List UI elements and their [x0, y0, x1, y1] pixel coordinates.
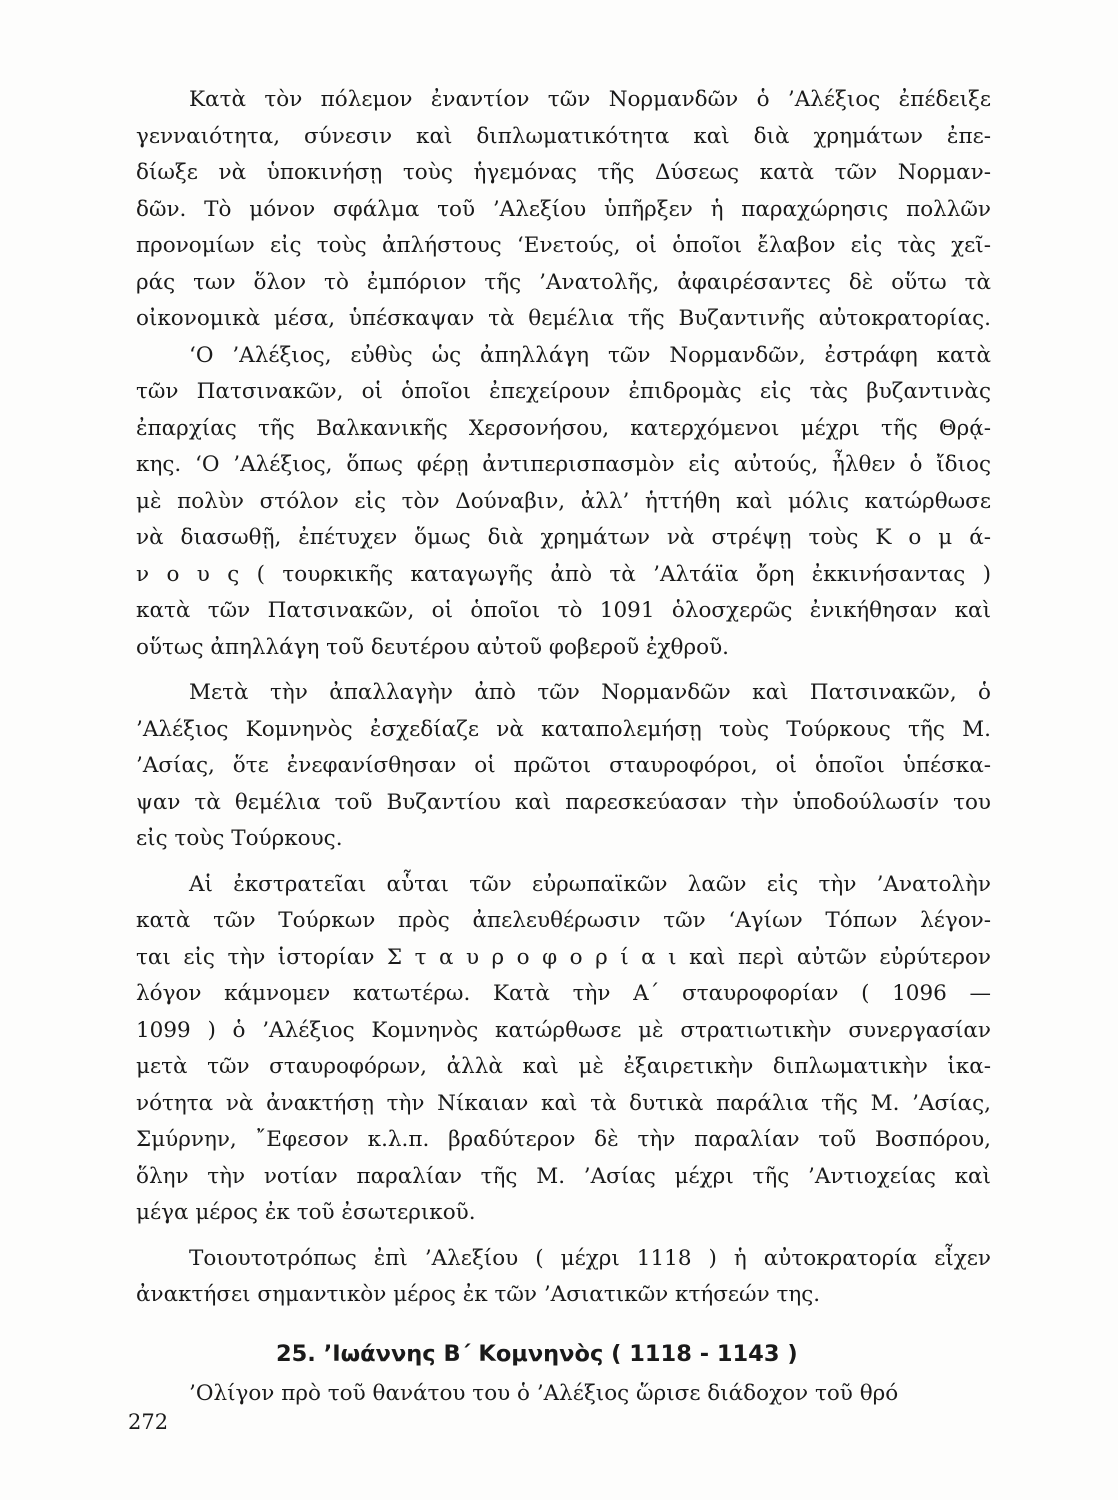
text-line: Κατὰ τὸν πόλεμον ἐναντίον τῶν Νορμανδῶν ὁ ’Αλέξιος ἐπέδειξε: [189, 87, 991, 112]
text-line: προνομίων εἰς τοὺς ἀπλήστους ‘Ενετούς, οἱ ὁποῖοι ἔλαβον εἰς τὰς χεῖ-: [136, 233, 991, 258]
section-heading: 25. ’Ιωάννης Β΄ Κομνηνὸς ( 1118 - 1143 ): [276, 1340, 798, 1367]
text-line: 1099 ) ὁ ’Αλέξιος Κομνηνὸς κατώρθωσε μὲ στρατιωτικὴν συνεργασίαν: [136, 1017, 991, 1043]
text-line: μετὰ τῶν σταυροφόρων, ἀλλὰ καὶ μὲ ἐξαιρετικὴν διπλωματικὴν ἱκα-: [136, 1054, 991, 1079]
text-line: κατὰ τῶν Πατσινακῶν, οἱ ὁποῖοι τὸ 1091 ὁλοσχερῶς ἐνικήθησαν καὶ: [136, 598, 991, 623]
text-line: ‘Ο ’Αλέξιος, εὐθὺς ὡς ἀπηλλάγη τῶν Νορμανδῶν, ἐστράφη κατὰ: [189, 342, 991, 368]
text-line: ψαν τὰ θεμέλια τοῦ Βυζαντίου καὶ παρεσκεύασαν τὴν ὑποδούλωσίν του: [136, 789, 991, 815]
text-line: εἰς τοὺς Τούρκους.: [136, 826, 343, 851]
text-line: ράς των ὅλον τὸ ἐμπόριον τῆς ’Ανατολῆς, ἀφαιρέσαντες δὲ οὕτω τὰ: [136, 269, 991, 295]
text-line: Μετὰ τὴν ἀπαλλαγὴν ἀπὸ τῶν Νορμανδῶν καὶ Πατσινακῶν, ὁ: [189, 680, 991, 705]
text-line: ἐπαρχίας τῆς Βαλκανικῆς Χερσονήσου, κατερχόμενοι μέχρι τῆς Θρᾴ-: [136, 415, 991, 441]
text-line: Σμύρνην, ῎Εφεσον κ.λ.π. βραδύτερον δὲ τὴν παραλίαν τοῦ Βοσπόρου,: [136, 1127, 991, 1152]
text-line: Τοιουτοτρόπως ἐπὶ ’Αλεξίου ( μέχρι 1118 ) ἡ αὐτοκρατορία εἶχεν: [189, 1245, 991, 1271]
text-line: νότητα νὰ ἀνακτήσῃ τὴν Νίκαιαν καὶ τὰ δυτικὰ παράλια τῆς Μ. ’Ασίας,: [136, 1090, 991, 1116]
closing-line: ’Ολίγον πρὸ τοῦ θανάτου του ὁ ’Αλέξιος ὥρισε διάδοχον τοῦ θρό: [189, 1380, 899, 1406]
text-line: μὲ πολὺν στόλον εἰς τὸν Δούναβιν, ἀλλ’ ἡττήθη καὶ μόλις κατώρθωσε: [136, 488, 991, 514]
text-line: ν ο υ ς ( τουρκικῆς καταγωγῆς ἀπὸ τὰ ’Αλτάϊα ὄρη ἐκκινήσαντας ): [136, 561, 991, 587]
page-number: 272: [128, 1410, 169, 1434]
paragraph-2: [136, 675, 991, 858]
text-line: γενναιότητα, σύνεσιν καὶ διπλωματικότητα καὶ διὰ χρημάτων ἐπε-: [136, 123, 991, 149]
text-line: δίωξε νὰ ὑποκινήσῃ τοὺς ἡγεμόνας τῆς Δύσεως κατὰ τῶν Νορμαν-: [136, 160, 991, 185]
text-line: οὕτως ἀπηλλάγη τοῦ δευτέρου αὐτοῦ φοβεροῦ ἐχθροῦ.: [136, 634, 729, 660]
paragraph-1: [136, 82, 991, 666]
text-line: δῶν. Τὸ μόνον σφάλμα τοῦ ’Αλεξίου ὑπῆρξεν ἡ παραχώρησις πολλῶν: [136, 196, 991, 222]
text-line: ὅλην τὴν νοτίαν παραλίαν τῆς Μ. ’Ασίας μέχρι τῆς ’Αντιοχείας καὶ: [136, 1163, 991, 1189]
text-line: τῶν Πατσινακῶν, οἱ ὁποῖοι ἐπεχείρουν ἐπιδρομὰς εἰς τὰς βυζαντινὰς: [136, 379, 991, 404]
text-line: κατὰ τῶν Τούρκων πρὸς ἀπελευθέρωσιν τῶν ‘Αγίων Τόπων λέγον-: [136, 908, 991, 933]
text-line: ’Αλέξιος Κομνηνὸς ἐσχεδίαζε νὰ καταπολεμήσῃ τοὺς Τούρκους τῆς Μ.: [136, 716, 991, 742]
text-line: Αἱ ἐκστρατεῖαι αὗται τῶν εὐρωπαϊκῶν λαῶν εἰς τὴν ’Ανατολὴν: [189, 871, 991, 897]
paragraph-3: [136, 867, 991, 1232]
text-line: οἰκονομικὰ μέσα, ὑπέσκαψαν τὰ θεμέλια τῆς Βυζαντινῆς αὐτοκρατορίας.: [136, 306, 991, 331]
text-line: νὰ διασωθῇ, ἐπέτυχεν ὅμως διὰ χρημάτων νὰ στρέψῃ τοὺς Κ ο μ ά-: [136, 525, 991, 550]
text-line: ται εἰς τὴν ἱστορίαν Σ τ α υ ρ ο φ ο ρ ί α ι καὶ περὶ αὐτῶν εὐρύτερον: [136, 944, 991, 970]
paragraph-4: [136, 1241, 991, 1314]
text-line: λόγον κάμνομεν κατωτέρω. Κατὰ τὴν Α΄ σταυροφορίαν ( 1096 —: [136, 981, 991, 1006]
body-text: [136, 82, 991, 1412]
text-line: κης. ‘Ο ’Αλέξιος, ὅπως φέρῃ ἀντιπερισπασμὸν εἰς αὐτούς, ἦλθεν ὁ ἴδιος: [136, 452, 991, 477]
text-line: ἀνακτήσει σημαντικὸν μέρος ἐκ τῶν ’Ασιατικῶν κτήσεών της.: [136, 1282, 821, 1307]
text-line: μέγα μέρος ἐκ τοῦ ἐσωτερικοῦ.: [136, 1200, 476, 1225]
text-line: ’Ασίας, ὅτε ἐνεφανίσθησαν οἱ πρῶτοι σταυροφόροι, οἱ ὁποῖοι ὑπέσκα-: [136, 753, 991, 778]
